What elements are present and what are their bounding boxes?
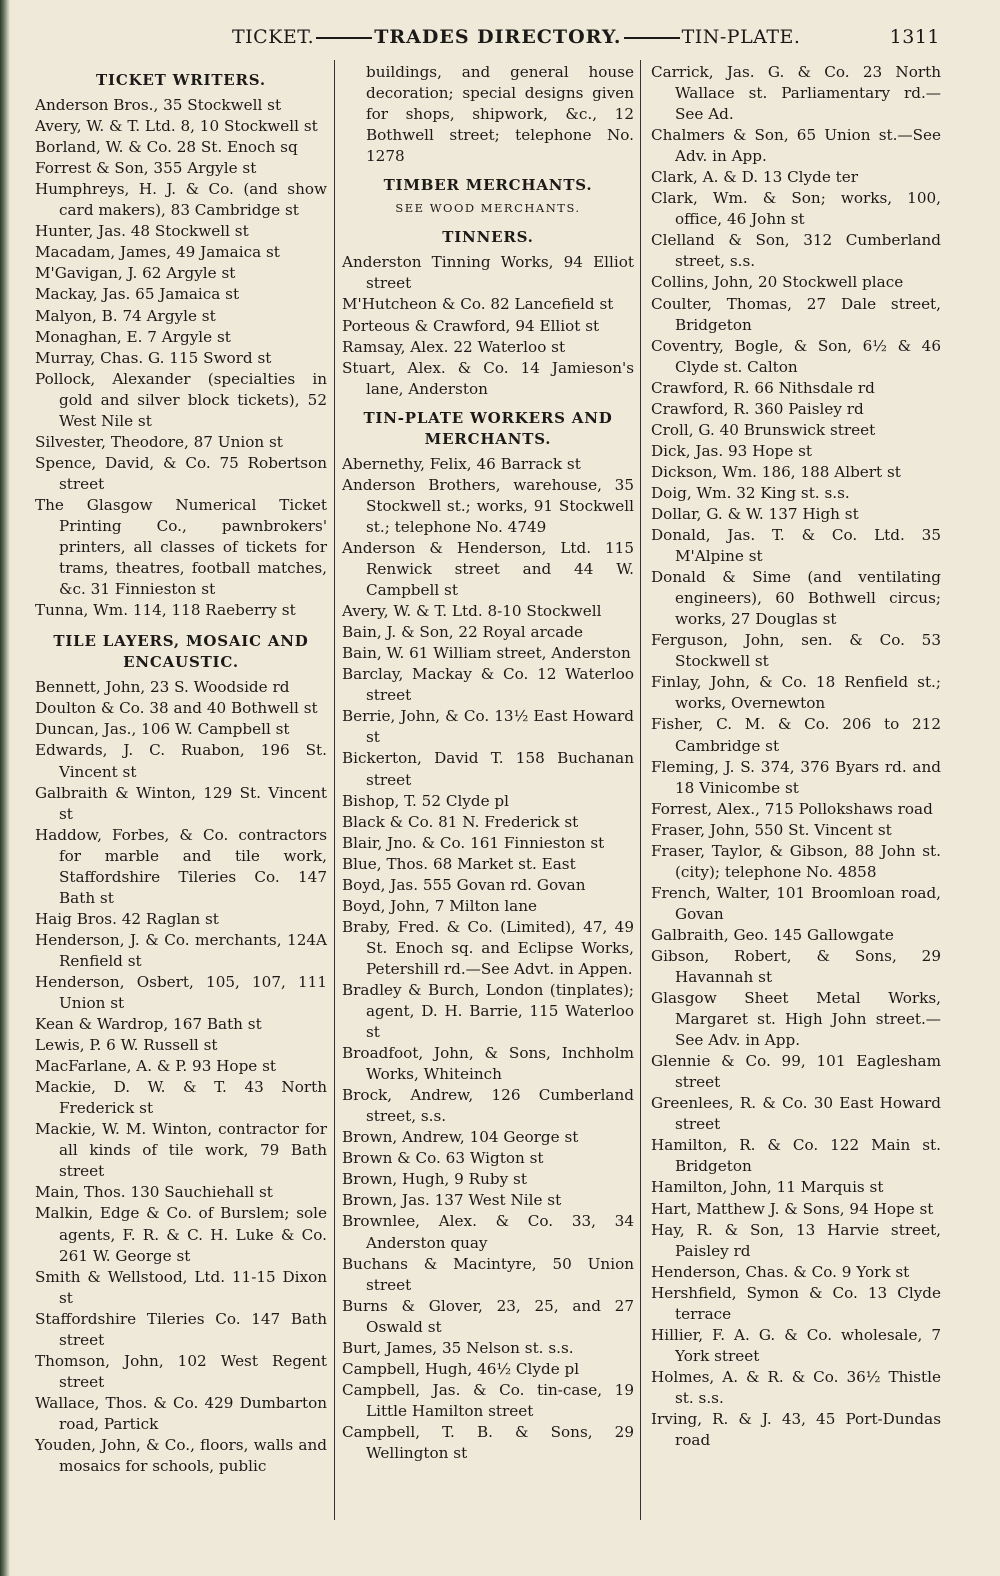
directory-entry: Glasgow Sheet Metal Works, Margaret st. High John street.—See Adv. in App. xyxy=(651,989,941,1050)
directory-entry: Boyd, Jas. 555 Govan rd. Govan xyxy=(342,875,586,894)
directory-entry: Avery, W. & T. Ltd. 8, 10 Stockwell st xyxy=(35,117,318,136)
directory-entry: Black & Co. 81 N. Frederick st xyxy=(342,812,579,831)
directory-entry: Thomson, John, 102 West Regent street xyxy=(35,1351,327,1391)
directory-entry: Donald, Jas. T. & Co. Ltd. 35 M'Alpine st xyxy=(651,526,941,566)
directory-entry: Fraser, John, 550 St. Vincent st xyxy=(651,820,892,839)
directory-entry: The Glasgow Numerical Ticket Printing Co., pawnbrokers' printers, all classes of tickets for trams, theatres, football matches, &c. 31 Finnieston st xyxy=(35,495,327,599)
directory-entry: Hunter, Jas. 48 Stockwell st xyxy=(35,222,249,241)
directory-entry: Dollar, G. & W. 137 High st xyxy=(651,504,859,523)
directory-entry: Pollock, Alexander (specialties in gold and silver block tickets), 52 West Nile st xyxy=(35,369,327,430)
section-heading: TIMBER MERCHANTS. xyxy=(383,176,593,195)
directory-entry: Haddow, Forbes, & Co. contractors for marble and tile work, Staffordshire Tileries Co. 147 Bath st xyxy=(35,825,327,907)
directory-entry: Anderston Tinning Works, 94 Elliot street xyxy=(342,253,634,293)
directory-entry: Wallace, Thos. & Co. 429 Dumbarton road, Partick xyxy=(35,1393,327,1433)
directory-entry: Galbraith & Winton, 129 St. Vincent st xyxy=(35,783,327,823)
directory-entry: Bennett, John, 23 S. Woodside rd xyxy=(35,678,290,697)
column-2 xyxy=(342,62,634,1464)
directory-entry: Brock, Andrew, 126 Cumberland street, s.s. xyxy=(342,1086,634,1126)
ticket-writers-list xyxy=(35,95,327,621)
directory-entry: Barclay, Mackay & Co. 12 Waterloo street xyxy=(342,665,634,705)
directory-entry: Brownlee, Alex. & Co. 33, 34 Anderston quay xyxy=(342,1212,634,1252)
directory-entry: Burns & Glover, 23, 25, and 27 Oswald st xyxy=(342,1296,634,1336)
directory-entry: Boyd, John, 7 Milton lane xyxy=(342,896,538,915)
directory-entry: Carrick, Jas. G. & Co. 23 North Wallace st. Parliamentary rd.—See Ad. xyxy=(651,63,941,124)
column-3 xyxy=(651,62,941,1451)
directory-entry: Hershfield, Symon & Co. 13 Clyde terrace xyxy=(651,1283,941,1323)
directory-entry: Crawford, R. 66 Nithsdale rd xyxy=(651,378,875,397)
directory-entry: M'Gavigan, J. 62 Argyle st xyxy=(35,264,236,283)
directory-entry: Dickson, Wm. 186, 188 Albert st xyxy=(651,462,901,481)
header-dash xyxy=(316,37,372,39)
directory-entry: Greenlees, R. & Co. 30 East Howard street xyxy=(651,1094,941,1134)
directory-entry: Crawford, R. 360 Paisley rd xyxy=(651,399,864,418)
directory-entry: Fisher, C. M. & Co. 206 to 212 Cambridge st xyxy=(651,715,941,755)
directory-entry: Bain, W. 61 William street, Anderston xyxy=(342,644,631,663)
directory-entry: Blair, Jno. & Co. 161 Finnieston st xyxy=(342,833,605,852)
directory-entry: Anderson & Henderson, Ltd. 115 Renwick street and 44 W. Campbell st xyxy=(342,538,634,600)
directory-entry: Bishop, T. 52 Clyde pl xyxy=(342,791,509,810)
directory-entry: Stuart, Alex. & Co. 14 Jamieson's lane, Anderston xyxy=(342,358,634,398)
directory-entry: Brown, Hugh, 9 Ruby st xyxy=(342,1170,527,1189)
directory-entry: Lewis, P. 6 W. Russell st xyxy=(35,1036,218,1055)
directory-entry: Bradley & Burch, London (tinplates); agent, D. H. Barrie, 115 Waterloo st xyxy=(342,980,634,1042)
directory-entry: Buchans & Macintyre, 50 Union street xyxy=(342,1254,634,1294)
column-1 xyxy=(35,62,327,1477)
directory-entry: Humphreys, H. J. & Co. (and show card makers), 83 Cambridge st xyxy=(35,180,327,220)
directory-entry: Clark, A. & D. 13 Clyde ter xyxy=(651,168,859,187)
directory-entry: Macadam, James, 49 Jamaica st xyxy=(35,243,280,262)
directory-entry: Haig Bros. 42 Raglan st xyxy=(35,909,219,928)
tinplate-list xyxy=(342,454,634,1464)
directory-entry: Anderson Brothers, warehouse, 35 Stockwell st.; works, 91 Stockwell st.; telephone No. 4749 xyxy=(342,475,634,536)
directory-entry: Brown, Andrew, 104 George st xyxy=(342,1128,579,1147)
directory-entry: Ferguson, John, sen. & Co. 53 Stockwell st xyxy=(651,631,941,671)
directory-entry: Porteous & Crawford, 94 Elliot st xyxy=(342,316,600,335)
directory-entry: Gibson, Robert, & Sons, 29 Havannah st xyxy=(651,946,941,987)
header-center: TRADES DIRECTORY. xyxy=(374,26,622,48)
directory-entry: Finlay, John, & Co. 18 Renfield st.; works, Overnewton xyxy=(651,673,941,713)
tinplate-list-continued xyxy=(651,62,941,1451)
section-heading: TILE LAYERS, MOSAIC AND ENCAUSTIC. xyxy=(53,632,309,672)
directory-entry: Coventry, Bogle, & Son, 6½ & 46 Clyde st. Calton xyxy=(651,336,941,376)
directory-entry: Hay, R. & Son, 13 Harvie street, Paisley rd xyxy=(651,1220,941,1260)
directory-entry: Youden, John, & Co., floors, walls and mosaics for schools, public xyxy=(35,1436,327,1476)
directory-entry: Chalmers & Son, 65 Union st.—See Adv. in App. xyxy=(651,126,941,166)
directory-entry: Tunna, Wm. 114, 118 Raeberry st xyxy=(35,601,296,620)
directory-entry: Monaghan, E. 7 Argyle st xyxy=(35,327,231,346)
header-dash xyxy=(624,37,680,39)
directory-entry: Murray, Chas. G. 115 Sword st xyxy=(35,348,272,367)
directory-entry: Forrest, Alex., 715 Pollokshaws road xyxy=(651,799,933,818)
directory-entry: Ramsay, Alex. 22 Waterloo st xyxy=(342,337,566,356)
directory-entry: Campbell, T. B. & Sons, 29 Wellington st xyxy=(342,1422,634,1462)
directory-entry: Glennie & Co. 99, 101 Eaglesham street xyxy=(651,1052,941,1092)
directory-entry: Main, Thos. 130 Sauchiehall st xyxy=(35,1183,273,1202)
directory-entry: Mackay, Jas. 65 Jamaica st xyxy=(35,285,240,304)
directory-entry: Kean & Wardrop, 167 Bath st xyxy=(35,1015,262,1034)
header-right: TIN-PLATE. xyxy=(681,26,801,48)
directory-entry: Anderson Bros., 35 Stockwell st xyxy=(35,96,282,115)
directory-entry: Holmes, A. & R. & Co. 36½ Thistle st. s.s. xyxy=(651,1367,941,1407)
tile-layers-list xyxy=(35,677,327,1477)
directory-entry: Hillier, F. A. G. & Co. wholesale, 7 York street xyxy=(651,1325,941,1365)
directory-entry: Malyon, B. 74 Argyle st xyxy=(35,306,216,325)
directory-entry: Campbell, Hugh, 46½ Clyde pl xyxy=(342,1359,580,1378)
directory-entry: Hamilton, John, 11 Marquis st xyxy=(651,1178,884,1197)
directory-entry: Abernethy, Felix, 46 Barrack st xyxy=(342,454,581,473)
directory-entry: French, Walter, 101 Broomloan road, Govan xyxy=(651,883,941,923)
directory-entry: Donald & Sime (and ventilating engineers), 60 Bothwell circus; works, 27 Douglas st xyxy=(651,568,941,629)
directory-entry: Doulton & Co. 38 and 40 Bothwell st xyxy=(35,699,318,718)
section-heading: TICKET WRITERS. xyxy=(96,71,266,89)
header-title xyxy=(232,26,800,48)
directory-entry: M'Hutcheon & Co. 82 Lancefield st xyxy=(342,295,614,314)
directory-entry: Coulter, Thomas, 27 Dale street, Bridgeton xyxy=(651,294,941,334)
page-number: 1311 xyxy=(889,26,940,48)
directory-entry: Spence, David, & Co. 75 Robertson street xyxy=(35,453,327,493)
directory-entry: Dick, Jas. 93 Hope st xyxy=(651,441,812,460)
directory-entry: Galbraith, Geo. 145 Gallowgate xyxy=(651,925,894,944)
directory-entry: Braby, Fred. & Co. (Limited), 47, 49 St. Enoch sq. and Eclipse Works, Petershill rd.—See Advt. in Appen. xyxy=(342,917,634,978)
directory-entry: Hamilton, R. & Co. 122 Main st. Bridgeton xyxy=(651,1136,941,1176)
directory-entry: Brown & Co. 63 Wigton st xyxy=(342,1149,544,1168)
directory-entry: Broadfoot, John, & Sons, Inchholm Works, Whiteinch xyxy=(342,1044,634,1084)
directory-entry: Silvester, Theodore, 87 Union st xyxy=(35,432,283,451)
directory-entry: Smith & Wellstood, Ltd. 11-15 Dixon st xyxy=(35,1267,327,1307)
directory-entry: Berrie, John, & Co. 13½ East Howard st xyxy=(342,707,634,747)
directory-entry: Malkin, Edge & Co. of Burslem; sole agents, F. R. & C. H. Luke & Co. 261 W. George st xyxy=(35,1204,327,1265)
header-left: TICKET. xyxy=(232,26,315,48)
directory-entry: Borland, W. & Co. 28 St. Enoch sq xyxy=(35,138,298,157)
directory-entry: Henderson, Osbert, 105, 107, 111 Union st xyxy=(35,972,327,1013)
column-rule xyxy=(640,60,641,1520)
directory-entry: Burt, James, 35 Nelson st. s.s. xyxy=(342,1338,574,1357)
directory-entry: Campbell, Jas. & Co. tin-case, 19 Little Hamilton street xyxy=(342,1380,634,1420)
directory-entry: Mackie, D. W. & T. 43 North Frederick st xyxy=(35,1078,327,1118)
tinners-list xyxy=(342,252,634,399)
directory-entry: Henderson, J. & Co. merchants, 124A Renfield st xyxy=(35,930,327,970)
directory-entry: Collins, John, 20 Stockwell place xyxy=(651,273,904,292)
directory-entry: Bickerton, David T. 158 Buchanan street xyxy=(342,749,634,789)
directory-entry: Clark, Wm. & Son; works, 100, office, 46 John st xyxy=(651,189,941,229)
continuation-text: buildings, and general house decoration; special designs given for shops, shipwork, &c., 12 Bothwell street; telephone No. 1278 xyxy=(366,63,634,166)
directory-entry: Henderson, Chas. & Co. 9 York st xyxy=(651,1262,910,1281)
page-edge-shadow xyxy=(0,0,10,1576)
directory-entry: Fleming, J. S. 374, 376 Byars rd. and 18 Vinicombe st xyxy=(651,757,941,797)
directory-entry: Doig, Wm. 32 King st. s.s. xyxy=(651,483,850,502)
directory-entry: Croll, G. 40 Brunswick street xyxy=(651,420,876,439)
directory-entry: MacFarlane, A. & P. 93 Hope st xyxy=(35,1057,277,1076)
directory-entry: Staffordshire Tileries Co. 147 Bath street xyxy=(35,1309,327,1349)
directory-entry: Edwards, J. C. Ruabon, 196 St. Vincent st xyxy=(35,741,327,781)
directory-entry: Fraser, Taylor, & Gibson, 88 John st. (city); telephone No. 4858 xyxy=(651,841,941,881)
running-header xyxy=(0,26,1000,56)
section-heading: TINNERS. xyxy=(442,228,534,247)
column-rule xyxy=(334,60,335,1520)
directory-entry: Mackie, W. M. Winton, contractor for all kinds of tile work, 79 Bath street xyxy=(35,1120,327,1181)
directory-entry: Irving, R. & J. 43, 45 Port-Dundas road xyxy=(651,1410,941,1450)
directory-entry: Avery, W. & T. Ltd. 8-10 Stockwell xyxy=(342,602,602,621)
directory-entry: Clelland & Son, 312 Cumberland street, s.s. xyxy=(651,231,941,271)
directory-entry: Brown, Jas. 137 West Nile st xyxy=(342,1191,562,1210)
section-heading: TIN-PLATE WORKERS AND MERCHANTS. xyxy=(363,408,613,448)
directory-entry: Duncan, Jas., 106 W. Campbell st xyxy=(35,720,290,739)
directory-entry: Forrest & Son, 355 Argyle st xyxy=(35,159,257,178)
directory-entry: Bain, J. & Son, 22 Royal arcade xyxy=(342,623,584,642)
directory-entry: Hart, Matthew J. & Sons, 94 Hope st xyxy=(651,1199,934,1218)
directory-entry: Blue, Thos. 68 Market st. East xyxy=(342,854,576,873)
cross-reference: SEE WOOD MERCHANTS. xyxy=(395,201,581,216)
